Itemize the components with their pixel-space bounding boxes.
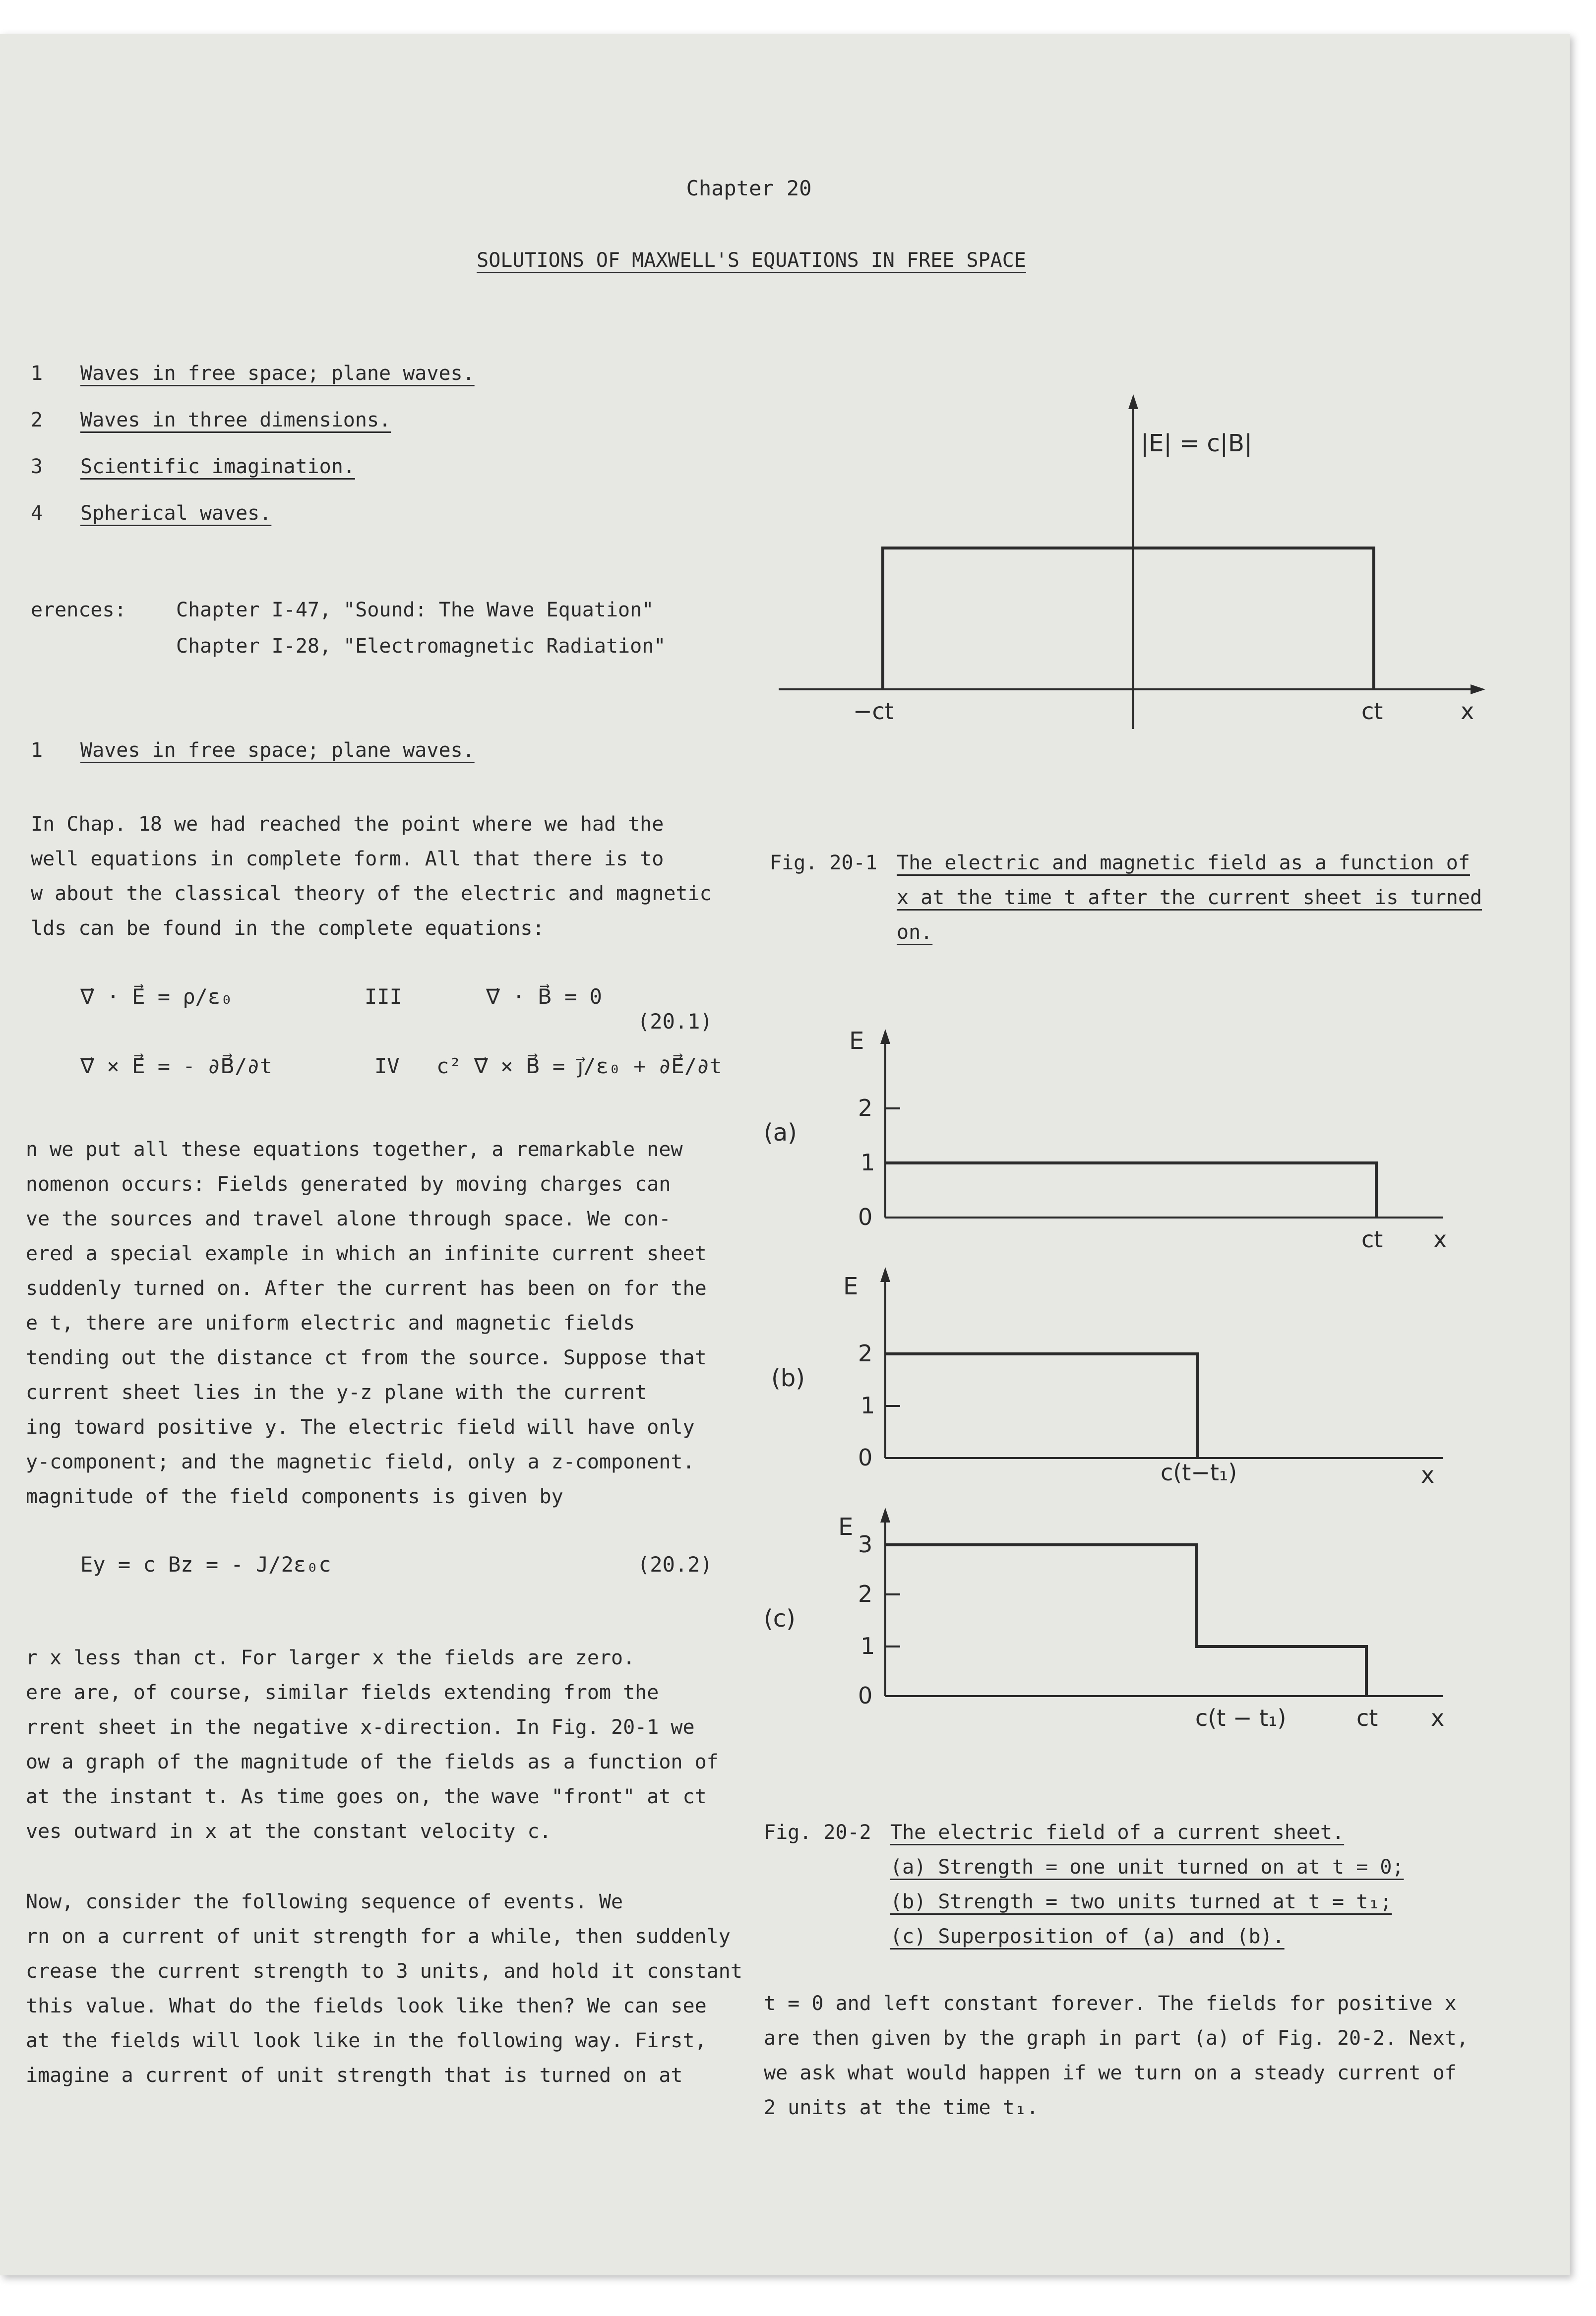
- panel-tag: (a): [764, 1119, 797, 1147]
- text-line: 2 units at the time t₁.: [764, 2096, 1039, 2119]
- y-tick-label: 2: [858, 1340, 873, 1367]
- text-line: well equations in complete form. All that there is to: [31, 848, 664, 870]
- x-axis-arrow: [1471, 684, 1485, 694]
- y-axis-label: E: [849, 1027, 864, 1055]
- toc-item: Waves in three dimensions.: [80, 409, 391, 431]
- text-line: crease the current strength to 3 units, and hold it constant: [26, 1960, 742, 1983]
- panel-tag: (b): [771, 1364, 805, 1392]
- equation-field-magnitude: Ey = c Bz = - J/2ε₀c: [80, 1552, 331, 1577]
- text-line: r x less than ct. For larger x the fields are zero.: [26, 1646, 635, 1669]
- x-tick-label: c(t − t₁): [1195, 1705, 1287, 1731]
- equation-faraday: ∇⃗ × E⃗ = - ∂B⃗/∂t: [80, 1054, 272, 1078]
- panel-tag: (c): [764, 1605, 796, 1633]
- toc-number: 4: [31, 502, 43, 525]
- text-line: are then given by the graph in part (a) of Fig. 20-2. Next,: [764, 2027, 1469, 2050]
- y-tick-label: 1: [860, 1392, 875, 1419]
- reference-item: Chapter I-47, "Sound: The Wave Equation": [176, 599, 654, 621]
- y-axis-arrow: [880, 1029, 890, 1044]
- text-line: n we put all these equations together, a remarkable new: [26, 1138, 683, 1161]
- toc-number: 3: [31, 455, 43, 478]
- y-tick-label: 0: [858, 1444, 873, 1471]
- equation-number: (20.1): [637, 1009, 713, 1034]
- text-line: y-component; and the magnetic field, only a z-component.: [26, 1451, 695, 1473]
- equation-label: IV: [374, 1054, 400, 1078]
- caption-line: The electric field of a current sheet.: [890, 1821, 1345, 1844]
- equation-gauss-magnetic: ∇⃗ · B⃗ = 0: [486, 984, 602, 1009]
- figure-20-2c: [764, 1498, 1478, 1736]
- chapter-heading: Chapter 20: [686, 176, 812, 200]
- figure-20-2a: [764, 1022, 1478, 1255]
- x-axis-label: x: [1421, 1462, 1435, 1488]
- x-tick-label: ct: [1361, 698, 1383, 725]
- text-line: ve the sources and travel alone through space. We con-: [26, 1208, 671, 1230]
- x-tick-label: −ct: [853, 698, 894, 725]
- text-line: ves outward in x at the constant velocity c.: [26, 1820, 552, 1843]
- x-tick-label: ct: [1356, 1705, 1378, 1731]
- text-line: w about the classical theory of the electric and magnetic: [31, 882, 712, 905]
- y-tick-label: 0: [858, 1204, 873, 1230]
- y-tick-label: 1: [860, 1149, 875, 1176]
- text-line: at the instant t. As time goes on, the wave "front" at ct: [26, 1785, 707, 1808]
- text-line: rrent sheet in the negative x-direction. In Fig. 20-1 we: [26, 1716, 695, 1739]
- field-profile: [883, 548, 1374, 689]
- y-tick-label: 2: [858, 1581, 873, 1607]
- toc-item: Spherical waves.: [80, 502, 272, 525]
- caption-line: x at the time t after the current sheet is turned: [897, 886, 1482, 909]
- toc-item: Scientific imagination.: [80, 455, 355, 478]
- text-line: tending out the distance ct from the source. Suppose that: [26, 1346, 707, 1369]
- y-tick-label: 1: [860, 1633, 875, 1659]
- caption-line: on.: [897, 921, 933, 944]
- y-axis-label: |E| = c|B|: [1141, 429, 1253, 457]
- caption-line: The electric and magnetic field as a function of: [897, 852, 1470, 874]
- references-label: erences:: [31, 599, 126, 621]
- figure-20-2b: [764, 1260, 1478, 1498]
- text-line: this value. What do the fields look like then? We can see: [26, 1995, 707, 2017]
- y-axis-arrow: [1128, 394, 1138, 409]
- text-line: ered a special example in which an infinite current sheet: [26, 1242, 707, 1265]
- y-tick-label: 2: [858, 1095, 873, 1121]
- x-tick-label: ct: [1361, 1226, 1383, 1253]
- field-profile: [885, 1354, 1198, 1458]
- toc-item: Waves in free space; plane waves.: [80, 362, 475, 385]
- caption-line: (c) Superposition of (a) and (b).: [890, 1925, 1285, 1948]
- chapter-title: SOLUTIONS OF MAXWELL'S EQUATIONS IN FREE SPACE: [477, 249, 1026, 272]
- y-tick-label: 0: [858, 1682, 873, 1709]
- caption-line: (a) Strength = one unit turned on at t = 0;: [890, 1856, 1404, 1879]
- x-tick-label: c(t−t₁): [1161, 1459, 1237, 1486]
- text-line: current sheet lies in the y-z plane with the current: [26, 1381, 647, 1404]
- text-line: we ask what would happen if we turn on a steady current of: [764, 2062, 1457, 2084]
- toc-number: 2: [31, 409, 43, 431]
- y-axis-label: E: [838, 1513, 854, 1541]
- figure-20-1: [774, 392, 1498, 734]
- section-title: Waves in free space; plane waves.: [80, 739, 475, 762]
- equation-label: III: [365, 984, 402, 1009]
- text-line: e t, there are uniform electric and magnetic fields: [26, 1312, 635, 1335]
- reference-item: Chapter I-28, "Electromagnetic Radiation": [176, 635, 666, 658]
- toc-number: 1: [31, 362, 43, 385]
- y-axis-label: E: [843, 1273, 859, 1300]
- text-line: Now, consider the following sequence of events. We: [26, 1890, 623, 1913]
- text-line: at the fields will look like in the following way. First,: [26, 2029, 707, 2052]
- y-axis-arrow: [880, 1508, 890, 1523]
- equation-ampere: c² ∇⃗ × B⃗ = j⃗/ε₀ + ∂E⃗/∂t: [436, 1054, 722, 1078]
- x-axis-label: x: [1461, 698, 1474, 725]
- y-tick-label: 3: [858, 1531, 873, 1558]
- field-profile: [885, 1545, 1366, 1696]
- caption-line: (b) Strength = two units turned at t = t₁;: [890, 1890, 1392, 1913]
- y-axis-arrow: [880, 1267, 890, 1282]
- text-line: t = 0 and left constant forever. The fields for positive x: [764, 1992, 1457, 2015]
- section-number: 1: [31, 739, 43, 762]
- text-line: magnitude of the field components is given by: [26, 1485, 563, 1508]
- text-line: lds can be found in the complete equations:: [31, 917, 545, 940]
- text-line: ow a graph of the magnitude of the fields as a function of: [26, 1751, 719, 1773]
- text-line: In Chap. 18 we had reached the point where we had the: [31, 813, 664, 836]
- caption-label: Fig. 20-2: [764, 1821, 871, 1844]
- caption-label: Fig. 20-1: [770, 852, 877, 874]
- equation-gauss: ∇⃗ · E⃗ = ρ/ε₀: [80, 984, 233, 1009]
- text-line: rn on a current of unit strength for a while, then suddenly: [26, 1925, 731, 1948]
- text-line: nomenon occurs: Fields generated by moving charges can: [26, 1173, 671, 1196]
- text-line: ing toward positive y. The electric field will have only: [26, 1416, 695, 1439]
- text-line: suddenly turned on. After the current has been on for the: [26, 1277, 707, 1300]
- text-line: imagine a current of unit strength that is turned on at: [26, 2064, 683, 2087]
- x-axis-label: x: [1433, 1226, 1447, 1253]
- text-line: ere are, of course, similar fields extending from the: [26, 1681, 659, 1704]
- x-axis-label: x: [1431, 1705, 1445, 1731]
- field-profile: [885, 1163, 1376, 1218]
- equation-number: (20.2): [637, 1552, 713, 1577]
